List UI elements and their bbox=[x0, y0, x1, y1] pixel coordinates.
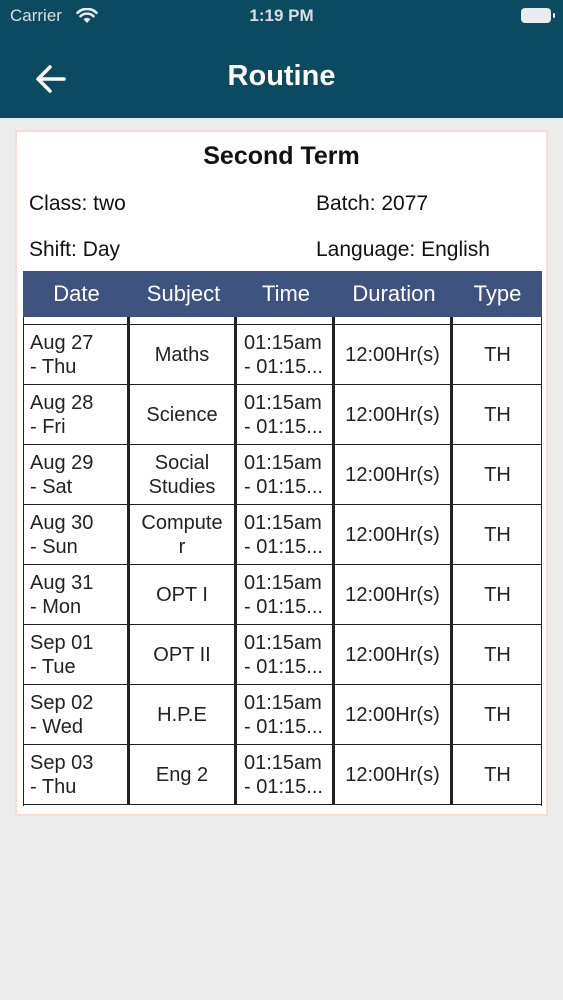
duration-cell: 12:00Hr(s) bbox=[335, 385, 453, 444]
subject-cell: H.P.E bbox=[130, 685, 237, 744]
duration-cell: 12:00Hr(s) bbox=[335, 565, 453, 624]
subject-cell: Social Studies bbox=[130, 445, 237, 504]
duration-cell: 12:00Hr(s) bbox=[335, 685, 453, 744]
duration-cell: 12:00Hr(s) bbox=[335, 745, 453, 804]
table-row bbox=[23, 325, 542, 385]
carrier-label: Carrier bbox=[10, 6, 62, 25]
type-cell: TH bbox=[484, 523, 511, 546]
time-cell: 01:15am - 01:15... bbox=[237, 325, 335, 384]
duration-cell: 12:00Hr(s) bbox=[335, 625, 453, 684]
status-bar bbox=[0, 0, 563, 34]
status-time: 1:19 PM bbox=[249, 6, 314, 25]
time-cell: 01:15am - 01:15... bbox=[237, 385, 335, 444]
battery-icon bbox=[521, 8, 551, 23]
duration-cell: 12:00Hr(s) bbox=[335, 325, 453, 384]
subject-cell: OPT II bbox=[130, 625, 237, 684]
term-title: Second Term bbox=[203, 142, 360, 170]
type-cell: TH bbox=[484, 403, 511, 426]
subject-cell: Maths bbox=[130, 325, 237, 384]
date-cell: Sep 02 - Wed bbox=[23, 685, 130, 744]
shift-label: Shift: Day bbox=[29, 238, 121, 261]
subject-cell: Eng 2 bbox=[130, 745, 237, 804]
date-cell: Aug 29 - Sat bbox=[23, 445, 130, 504]
routine-card bbox=[15, 130, 548, 816]
table-header bbox=[23, 271, 542, 317]
subject-cell: OPT I bbox=[130, 565, 237, 624]
time-cell: 01:15am - 01:15... bbox=[237, 505, 335, 564]
table-row-partial bbox=[23, 317, 542, 325]
date-cell: Aug 31 - Mon bbox=[23, 565, 130, 624]
table-row bbox=[23, 385, 542, 445]
subject-cell: Science bbox=[130, 385, 237, 444]
table-body bbox=[23, 317, 542, 805]
column-header-subject: Subject bbox=[146, 281, 221, 306]
table-row bbox=[23, 445, 542, 505]
duration-cell: 12:00Hr(s) bbox=[335, 445, 453, 504]
date-cell: Aug 30 - Sun bbox=[23, 505, 130, 564]
type-cell: TH bbox=[484, 763, 511, 786]
table-row bbox=[23, 505, 542, 565]
table-row bbox=[23, 685, 542, 745]
time-cell: 01:15am - 01:15... bbox=[237, 445, 335, 504]
batch-label: Batch: 2077 bbox=[316, 192, 429, 215]
duration-cell: 12:00Hr(s) bbox=[335, 505, 453, 564]
routine-table[interactable] bbox=[23, 271, 542, 806]
type-cell: TH bbox=[484, 703, 511, 726]
table-row bbox=[23, 565, 542, 625]
column-header-duration: Duration bbox=[352, 281, 436, 306]
column-header-time: Time bbox=[261, 281, 311, 306]
table-row bbox=[23, 745, 542, 805]
type-cell: TH bbox=[484, 463, 511, 486]
type-cell: TH bbox=[484, 343, 511, 366]
date-cell: Aug 27 - Thu bbox=[23, 325, 130, 384]
time-cell: 01:15am - 01:15... bbox=[237, 565, 335, 624]
column-header-date: Date bbox=[53, 281, 100, 306]
time-cell: 01:15am - 01:15... bbox=[237, 745, 335, 804]
subject-cell: Compute r bbox=[130, 505, 237, 564]
app-header bbox=[0, 0, 563, 118]
type-cell: TH bbox=[484, 643, 511, 666]
date-cell: Sep 01 - Tue bbox=[23, 625, 130, 684]
date-cell: Sep 03 - Thu bbox=[23, 745, 130, 804]
page-title: Routine bbox=[227, 60, 336, 92]
column-header-type: Type bbox=[473, 281, 522, 306]
time-cell: 01:15am - 01:15... bbox=[237, 685, 335, 744]
type-cell: TH bbox=[484, 583, 511, 606]
language-label: Language: English bbox=[316, 238, 490, 261]
table-row bbox=[23, 625, 542, 685]
date-cell: Aug 28 - Fri bbox=[23, 385, 130, 444]
time-cell: 01:15am - 01:15... bbox=[237, 625, 335, 684]
class-label: Class: two bbox=[29, 192, 126, 215]
